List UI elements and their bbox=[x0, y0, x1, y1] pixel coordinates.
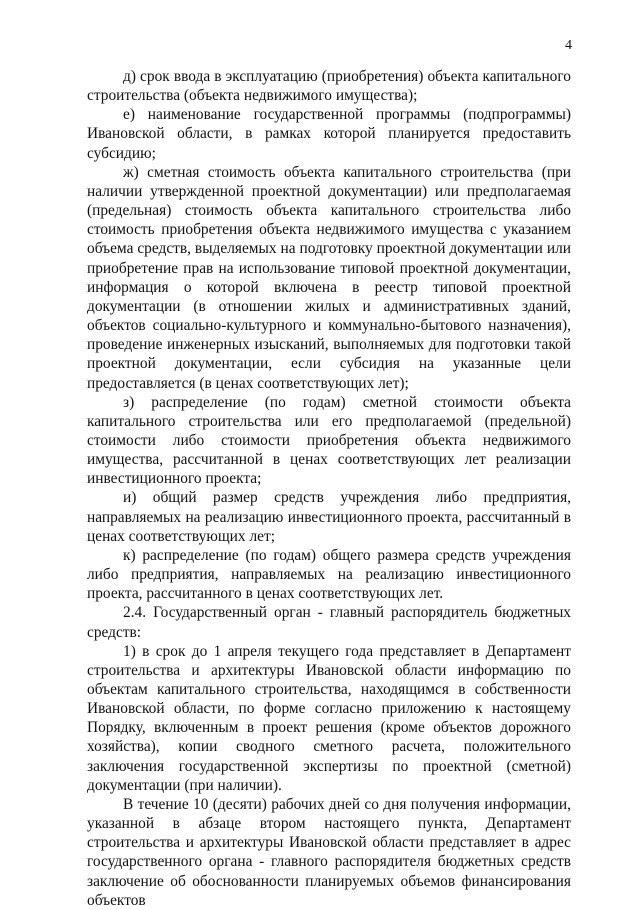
paragraph-item-i: и) общий размер средств учреждения либо предприятия, направляемых на реализацию инвестиционного проекта, рассчитанный в ценах соответствующих лет; bbox=[87, 489, 571, 545]
paragraph-deadline: В течение 10 (десяти) рабочих дней со дня получения информации, указанной в абзаце втором настоящего пункта, Департамент строительства и архитектуры Ивановской области представляет в адрес государственного органа - главного распорядителя бюджетных средств заключение об обоснованности планируемых объемов финансирования объектов bbox=[87, 795, 571, 909]
paragraph-item-zh: ж) сметная стоимость объекта капитального строительства (при наличии утвержденной проектной документации) или предполагаемая (предельная) стоимость объекта капитального строительства либо стоимость приобретения объекта недвижимого имущества с указанием объема средств, выделяемых на подготовку проектной документации или приобретение прав на использование типовой проектной документации, информация о которой включена в реестр типовой проектной документации (в отношении жилых и административных зданий, объектов социально-культурного и коммунально-бытового назначения), проведение инженерных изысканий, выполняемых для подготовки такой проектной документации, если субсидия на указанные цели предоставляется (в ценах соответствующих лет); bbox=[87, 163, 571, 392]
paragraph-item-d: д) срок ввода в эксплуатацию (приобретения) объекта капитального строительства (объекта недвижимого имущества); bbox=[87, 68, 571, 105]
paragraph-item-1: 1) в срок до 1 апреля текущего года представляет в Департамент строительства и архитектуры Ивановской области информацию по объектам капитального строительства, находящимся в собственности Ивановской области, по форме согласно приложению к настоящему Порядку, включенным в проект решения (кроме объектов дорожного хозяйства), копии сводного сметного расчета, положительного заключения государственной экспертизы по проектной (сметной) документации (при наличии). bbox=[87, 642, 571, 794]
paragraph-item-k: к) распределение (по годам) общего размера средств учреждения либо предприятия, направляемых на реализацию инвестиционного проекта, рассчитанного в ценах соответствующих лет. bbox=[87, 546, 571, 603]
paragraph-item-e: е) наименование государственной программы (подпрограммы) Ивановской области, в рамках которой планируется предоставить субсидию; bbox=[87, 106, 571, 162]
paragraph-item-z: з) распределение (по годам) сметной стоимости объекта капитального строительства или его предполагаемой (предельной) стоимости либо стоимости приобретения объекта недвижимого имущества, рассчитанной в ценах соответствующих лет реализации инвестиционного проекта; bbox=[87, 393, 571, 488]
section-2-4-heading: 2.4. Государственный орган - главный распорядитель бюджетных средств: bbox=[87, 604, 571, 641]
page-number: 4 bbox=[565, 38, 572, 53]
document-body bbox=[87, 67, 571, 910]
